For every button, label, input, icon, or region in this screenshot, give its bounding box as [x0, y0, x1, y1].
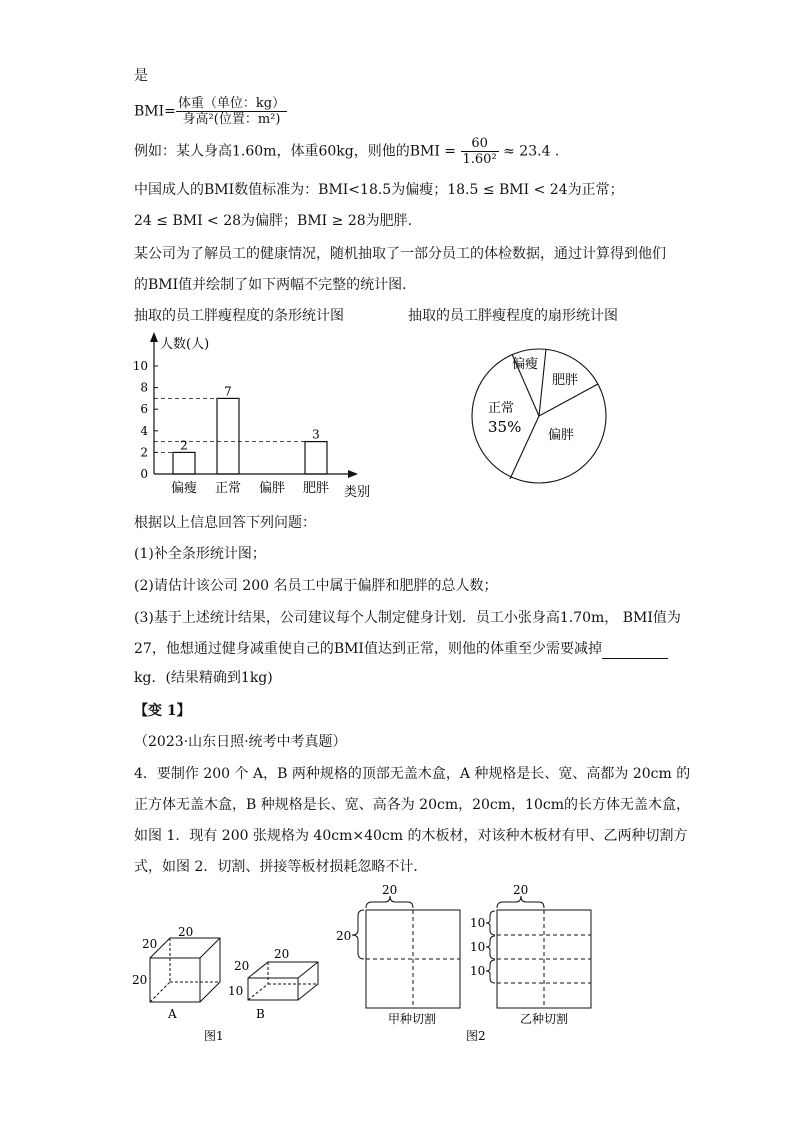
box-b-dim-height: 10: [228, 984, 244, 998]
problem-4-line-4: 式，如图 2．切割、拼接等板材损耗忽略不计．: [134, 859, 428, 875]
standard-line-2: 24 ≤ BMI < 28为偏胖；BMI ≥ 28为肥胖.: [134, 213, 413, 229]
variant-label: 【变 1】: [134, 703, 191, 719]
cut-a-label: 甲种切割: [388, 1012, 437, 1026]
cut-b-label: 乙种切割: [520, 1012, 569, 1026]
category-label-3: 肥胖: [302, 481, 330, 496]
pie-label-zhengchang: 正常: [488, 401, 515, 416]
y-tick-label-6: 6: [140, 402, 148, 417]
question-3-line-1: (3)基于上述统计结果，公司建议每个人制定健身计划．员工小张身高1.70m， BMI值为: [134, 610, 681, 626]
bar-chart-title: 抽取的员工胖瘦程度的条形统计图: [134, 308, 344, 324]
cut-b-side-dim-2: 10: [470, 940, 486, 954]
pie-label-pianpang: 偏胖: [548, 428, 575, 443]
bmi-formula: [134, 96, 287, 132]
example-fraction: [461, 136, 499, 167]
question-3-line-3: kg．(结果精确到1kg): [134, 670, 273, 686]
paragraph-line-2: 的BMI值并绘制了如下两幅不完整的统计图.: [134, 277, 407, 293]
pie-divider-1: [539, 349, 546, 416]
problem-4-line-3: 如图 1．现有 200 张规格为 40cm×40cm 的木板材，对该种木板材有甲、乙两种切割方: [134, 828, 688, 844]
y-tick-label-8: 8: [140, 380, 148, 395]
box-b-dim-side: 20: [234, 959, 250, 973]
box-a-dim-side: 20: [142, 937, 158, 951]
y-tick-label-2: 2: [140, 445, 148, 460]
box-a-dim-top: 20: [178, 925, 194, 939]
cut-a-board: [352, 896, 460, 1008]
bar-0: [173, 452, 195, 474]
category-label-0: 偏瘦: [170, 481, 198, 496]
y-tick-label-4: 4: [140, 423, 148, 438]
example-line: [134, 136, 559, 174]
answer-blank: [602, 644, 668, 659]
question-3-text: 27，他想通过健身减重使自己的BMI值达到正常，则他的体重至少需要减掉: [134, 641, 602, 657]
example-pre: 例如：某人身高1.60m，体重60kg，则他的BMI =: [134, 143, 457, 160]
box-b-dim-top: 20: [274, 947, 290, 961]
cut-b-board: [486, 896, 591, 1008]
example-numerator: 60: [461, 136, 499, 152]
text-shi: 是: [134, 68, 148, 84]
question-1: (1)补全条形统计图；: [134, 546, 266, 562]
category-label-1: 正常: [214, 481, 242, 496]
question-2: (2)请估计该公司 200 名员工中属于偏胖和肥胖的总人数；: [134, 578, 498, 594]
box-b-label: B: [256, 1007, 265, 1021]
bmi-fraction: [176, 96, 287, 127]
y-tick-label-0: 0: [140, 467, 148, 481]
figures: [120, 880, 620, 1050]
problem-4-line-1: 4．要制作 200 个 A，B 两种规格的顶部无盖木盒，A 种规格是长、宽、高都为 20cm 的: [134, 766, 691, 782]
x-axis-arrow: [348, 470, 358, 478]
pie-label-pianshou: 偏瘦: [512, 357, 539, 372]
category-label-2: 偏胖: [258, 481, 286, 496]
example-denominator: 1.60²: [462, 152, 497, 167]
bmi-numerator: 体重（单位：kg）: [177, 96, 286, 111]
question-3-line-2: [134, 639, 668, 659]
bmi-lhs: BMI=: [134, 103, 176, 120]
cut-b-side-dim-1: 10: [470, 916, 486, 930]
bar-3: [305, 442, 327, 474]
box-b: [248, 962, 318, 1000]
figure-2-caption: 图2: [466, 1029, 486, 1043]
x-axis-label: 类别: [344, 485, 370, 500]
pie-chart: [468, 340, 618, 490]
box-a-label: A: [168, 1007, 177, 1021]
cut-a-side-dim: 20: [336, 929, 352, 943]
cut-a-top-dim: 20: [382, 883, 398, 897]
box-a-dim-height: 20: [132, 973, 148, 987]
paragraph-line-1: 某公司为了解员工的健康情况，随机抽取了一部分员工的体检数据，通过计算得到他们: [134, 246, 666, 262]
y-axis-label: 人数(人): [160, 337, 210, 352]
y-axis-arrow: [150, 332, 158, 342]
standard-line-1: 中国成人的BMI数值标准为：BMI<18.5为偏瘦；18.5 ≤ BMI < 24为正常；: [134, 182, 624, 198]
pie-value-zhengchang: 35%: [488, 418, 522, 436]
problem-4-line-2: 正方体无盖木盒，B 种规格是长、宽、高各为 20cm，20cm，10cm的长方体无盖木盒，: [134, 797, 690, 813]
bar-value-label-1: 7: [224, 384, 232, 399]
example-post: ≈ 23.4 .: [503, 143, 560, 160]
pie-divider-3: [539, 384, 598, 416]
cut-b-top-dim: 20: [513, 883, 529, 897]
figure-1-caption: 图1: [204, 1029, 224, 1043]
bmi-denominator: 身高²(位置：m²): [182, 112, 281, 127]
bar-1: [217, 398, 239, 474]
cut-b-side-dim-3: 10: [470, 964, 486, 978]
variant-source: （2023·山东日照·统考中考真题）: [134, 734, 347, 750]
pie-label-feipang: 肥胖: [552, 373, 579, 388]
y-tick-label-10: 10: [132, 359, 148, 373]
bar-value-label-0: 2: [180, 438, 188, 453]
questions-lead: 根据以上信息回答下列问题：: [134, 515, 316, 531]
pie-chart-title: 抽取的员工胖瘦程度的扇形统计图: [408, 308, 618, 324]
box-a: [150, 938, 220, 1002]
bar-chart: [130, 330, 370, 505]
bar-value-label-3: 3: [312, 427, 320, 442]
